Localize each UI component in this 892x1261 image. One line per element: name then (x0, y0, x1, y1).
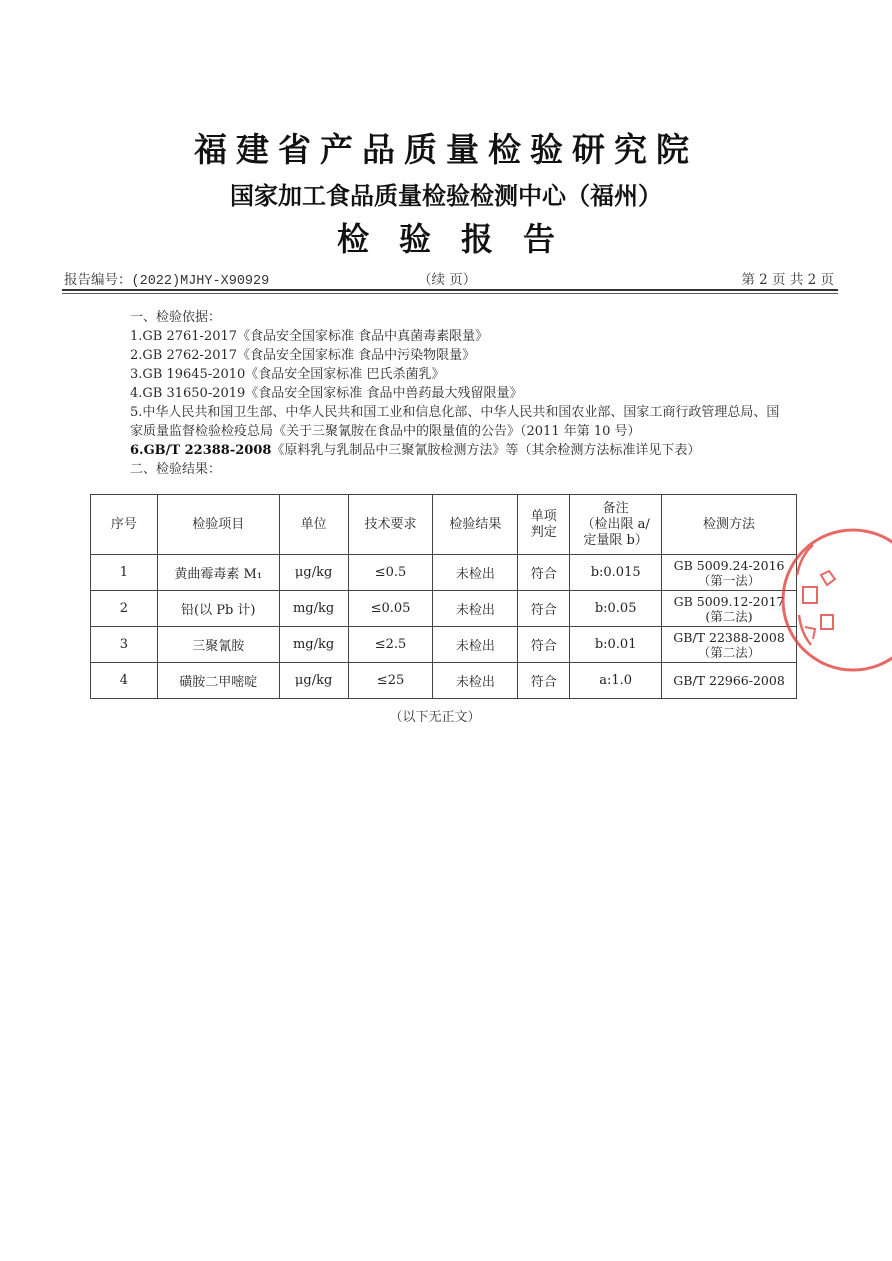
col-method: 检测方法 (662, 495, 797, 555)
table-row (91, 591, 797, 627)
inspection-basis (130, 308, 780, 479)
institute-title: 福建省产品质量检验研究院 (194, 130, 698, 169)
center-title: 国家加工食品质量检验检测中心（福州） (230, 182, 662, 210)
end-of-report-note: （以下无正文） (389, 710, 481, 725)
cell-result: 未检出 (433, 555, 518, 591)
col-judgment (518, 495, 570, 555)
cell-method-variant: （第一法） (697, 572, 761, 588)
cell-requirement: ≤25 (348, 663, 433, 699)
col-unit: 单位 (279, 495, 348, 555)
header-divider (62, 289, 838, 291)
cell-remark: b:0.05 (570, 591, 662, 627)
col-judgment-line1: 单项 (530, 508, 557, 524)
cell-unit: mg/kg (279, 591, 348, 627)
cell-item: 铅(以 Pb 计) (157, 591, 279, 627)
page-info: 第 2 页 共 2 页 (741, 272, 834, 288)
report-meta-row (64, 268, 834, 288)
cell-method-standard: GB 5009.12-2017 (673, 593, 785, 609)
cell-remark: b:0.015 (570, 555, 662, 591)
col-result: 检验结果 (433, 495, 518, 555)
cell-item: 三聚氰胺 (157, 627, 279, 663)
table-row (91, 555, 797, 591)
cell-seq: 2 (91, 591, 158, 627)
col-remark-line2: （检出限 a/ (581, 516, 650, 532)
cell-seq: 1 (91, 555, 158, 591)
cell-requirement: ≤2.5 (348, 627, 433, 663)
cell-seq: 4 (91, 663, 158, 699)
cell-requirement: ≤0.5 (348, 555, 433, 591)
cell-unit: mg/kg (279, 627, 348, 663)
table-header-row (91, 495, 797, 555)
cell-method-variant: （第二法） (697, 644, 761, 660)
cell-remark: b:0.01 (570, 627, 662, 663)
basis-item: 3.GB 19645-2010《食品安全国家标准 巴氏杀菌乳》 (130, 367, 445, 382)
basis-item-6-standard: 6.GB/T 22388-2008 (130, 443, 272, 458)
cell-method-standard: GB/T 22388-2008 (673, 629, 785, 645)
cell-unit: μg/kg (279, 663, 348, 699)
basis-item: 5.中华人民共和国卫生部、中华人民共和国工业和信息化部、中华人民共和国农业部、国家工商行政管理总局、国家质量监督检验检疫总局《关于三聚氰胺在食品中的限量值的公告》（2011 年第 10 号） (130, 405, 780, 439)
cell-item: 磺胺二甲嘧啶 (157, 663, 279, 699)
cell-method-standard: GB 5009.24-2016 (673, 557, 785, 573)
cell-judgment: 符合 (518, 663, 570, 699)
report-title: 检验报告 (336, 220, 585, 258)
cell-seq: 3 (91, 627, 158, 663)
table-row (91, 627, 797, 663)
cell-result: 未检出 (433, 663, 518, 699)
basis-item: 4.GB 31650-2019《食品安全国家标准 食品中兽药最大残留限量》 (130, 386, 523, 401)
col-remark (570, 495, 662, 555)
col-item: 检验项目 (157, 495, 279, 555)
continuation-label: （续 页） (418, 272, 477, 288)
col-judgment-line2: 判定 (530, 524, 557, 540)
basis-item: 1.GB 2761-2017《食品安全国家标准 食品中真菌毒素限量》 (130, 329, 489, 344)
inspection-seal-icon (735, 515, 892, 685)
cell-judgment: 符合 (518, 555, 570, 591)
col-remark-line1: 备注 (602, 500, 629, 516)
report-number (64, 268, 269, 289)
cell-result: 未检出 (433, 627, 518, 663)
cell-judgment: 符合 (518, 627, 570, 663)
basis-item-6-title: 《原料乳与乳制品中三聚氰胺检测方法》等（其余检测方法标准详见下表） (271, 443, 701, 458)
cell-result: 未检出 (433, 591, 518, 627)
basis-item: 2.GB 2762-2017《食品安全国家标准 食品中污染物限量》 (130, 348, 476, 363)
results-heading: 二、检验结果： (130, 462, 222, 477)
cell-remark: a:1.0 (570, 663, 662, 699)
basis-heading: 一、检验依据： (130, 310, 222, 325)
header-divider-thin (62, 293, 838, 294)
col-seq: 序号 (91, 495, 158, 555)
cell-unit: μg/kg (279, 555, 348, 591)
results-table (90, 494, 797, 699)
cell-judgment: 符合 (518, 591, 570, 627)
col-requirement: 技术要求 (348, 495, 433, 555)
basis-item-6 (130, 441, 780, 460)
cell-method-variant: (第二法) (705, 608, 753, 624)
report-number-label: 报告编号： (64, 274, 132, 289)
cell-requirement: ≤0.05 (348, 591, 433, 627)
table-row (91, 663, 797, 699)
cell-item: 黄曲霉毒素 M₁ (157, 555, 279, 591)
cell-method-standard: GB/T 22966-2008 (673, 673, 785, 688)
col-remark-line3: 定量限 b） (583, 532, 648, 548)
report-number-value: (2022)MJHY-X90929 (131, 274, 270, 289)
